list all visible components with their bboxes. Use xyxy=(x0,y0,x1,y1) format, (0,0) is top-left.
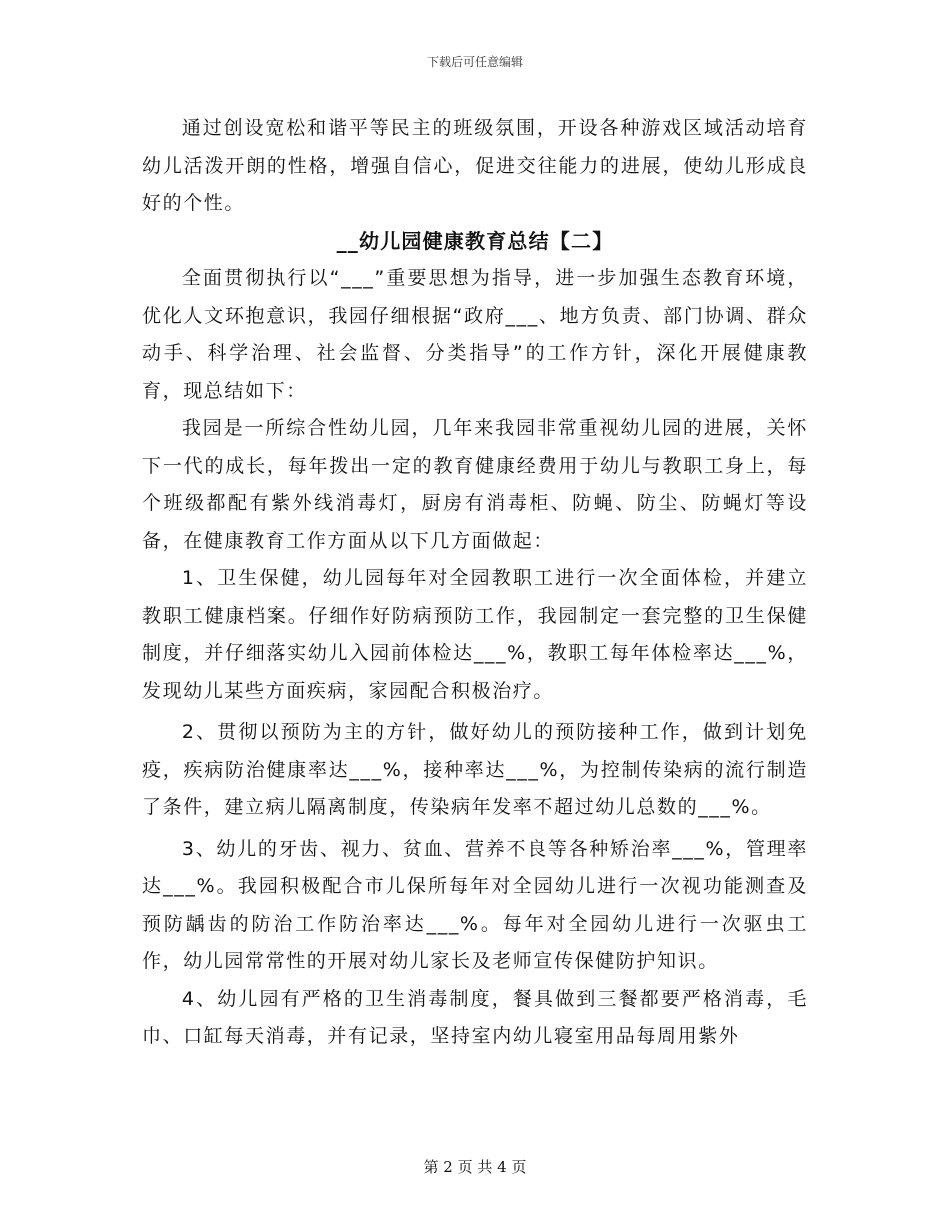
paragraph-6: 4、幼儿园有严格的卫生消毒制度，餐具做到三餐都要严格消毒，毛巾、口缸每天消毒，并有记录，坚持室内幼儿寝室用品每周用紫外 xyxy=(142,987,808,1047)
paragraph-5: 3、幼儿的牙齿、视力、贫血、营养不良等各种矫治率___%，管理率达___%。我园积极配合市儿保所每年对全园幼儿进行一次视功能测查及预防龋齿的防治工作防治率达___%。每年对全园幼儿进行一次驱虫工作，幼儿园常常性的开展对幼儿家长及老师宣传保健防护知识。 xyxy=(142,837,808,972)
header-note: 下载后可任意编辑 xyxy=(426,55,523,69)
paragraph-2: 我园是一所综合性幼儿园，几年来我园非常重视幼儿园的进展，关怀下一代的成长，每年拨出一定的教育健康经费用于幼儿与教职工身上，每个班级都配有紫外线消毒灯，厨房有消毒柜、防蝇、防尘、防蝇灯等设备，在健康教育工作方面从以下几方面做起： xyxy=(142,417,808,552)
paragraph-1: 全面贯彻执行以“___”重要思想为指导，进一步加强生态教育环境，优化人文环抱意识，我园仔细根据“政府___、地方负责、部门协调、群众动手、科学治理、社会监督、分类指导”的工作方针，深化开展健康教育，现总结如下： xyxy=(142,267,808,402)
section-title: __幼儿园健康教育总结【二】 xyxy=(336,228,614,253)
intro-paragraph: 通过创设宽松和谐平等民主的班级氛围，开设各种游戏区域活动培育幼儿活泼开朗的性格，增强自信心，促进交往能力的进展，使幼儿形成良好的个性。 xyxy=(142,117,808,214)
paragraph-4: 2、贯彻以预防为主的方针，做好幼儿的预防接种工作，做到计划免疫，疾病防治健康率达___%，接种率达___%，为控制传染病的流行制造了条件，建立病儿隔离制度，传染病年发率不超过幼儿总数的___%。 xyxy=(142,721,808,818)
page-number: 第 2 页 共 4 页 xyxy=(423,1158,527,1176)
paragraph-3: 1、卫生保健，幼儿园每年对全园教职工进行一次全面体检，并建立教职工健康档案。仔细作好防病预防工作，我园制定一套完整的卫生保健制度，并仔细落实幼儿入园前体检达___%，教职工每年体检率达___%，发现幼儿某些方面疾病，家园配合积极治疗。 xyxy=(142,567,808,702)
document-body xyxy=(142,110,808,1056)
